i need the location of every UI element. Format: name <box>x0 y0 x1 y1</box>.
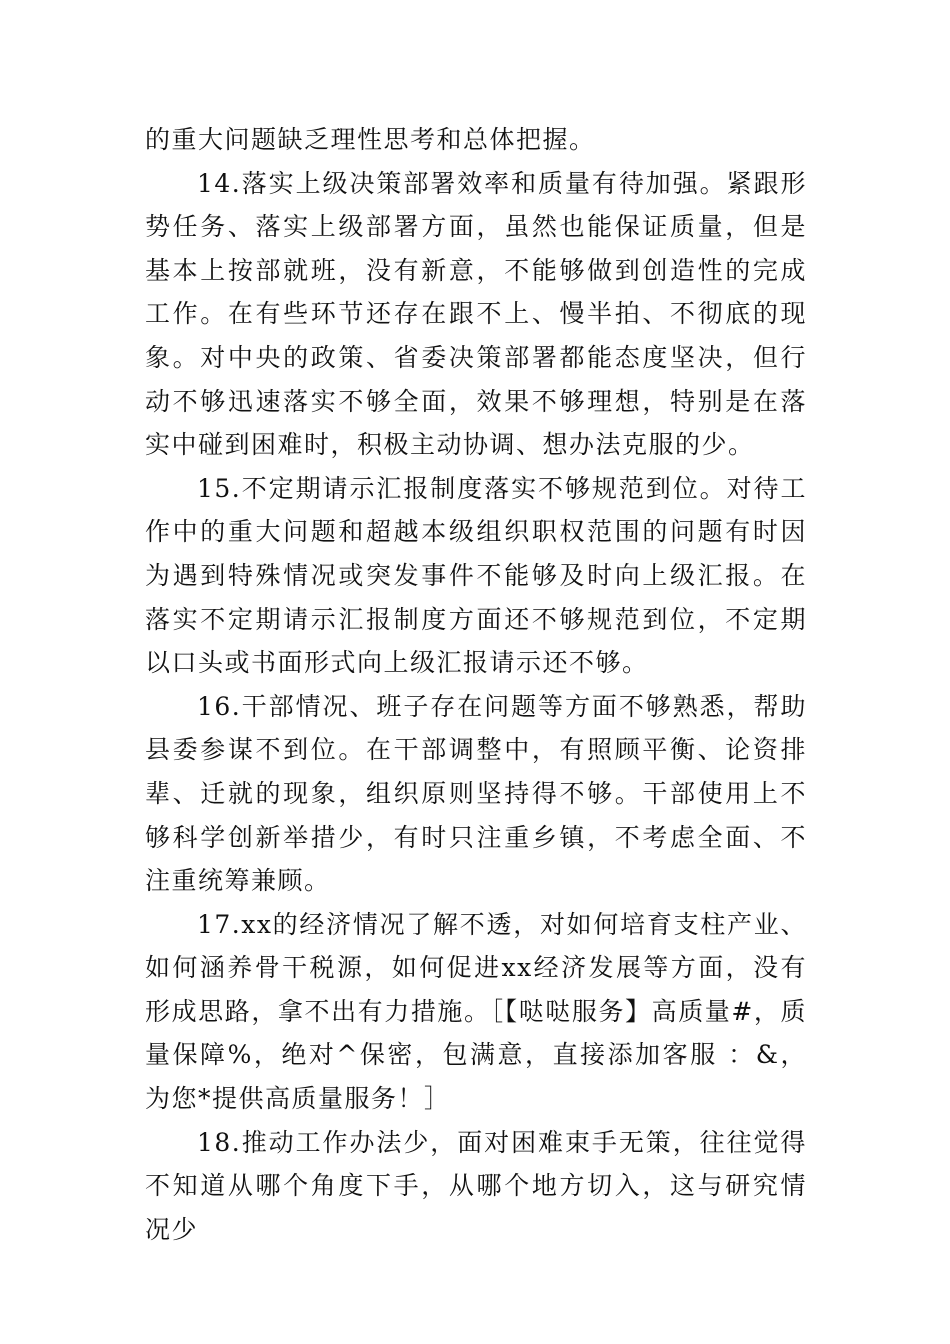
paragraph-15: 15.不定期请示汇报制度落实不够规范到位。对待工作中的重大问题和超越本级组织职权范围的问题有时因为遇到特殊情况或突发事件不能够及时向上级汇报。在落实不定期请示汇报制度方面还不够规范到位，不定期以口头或书面形式向上级汇报请示还不够。 <box>145 473 807 678</box>
document-body <box>145 118 807 1251</box>
paragraph-17: 17.xx的经济情况了解不透，对如何培育支柱产业、如何涵养骨干税源，如何促进xx经济发展等方面，没有形成思路，拿不出有力措施。［【哒哒服务】高质量#，质量保障%，绝对^保密，包满意，直接添加客服 ：&，为您*提供高质量服务！］ <box>145 909 807 1114</box>
paragraph-14: 14.落实上级决策部署效率和质量有待加强。紧跟形势任务、落实上级部署方面，虽然也能保证质量，但是基本上按部就班，没有新意，不能够做到创造性的完成工作。在有些环节还存在跟不上、慢半拍、不彻底的现象。对中央的政策、省委决策部署都能态度坚决，但行动不够迅速落实不够全面，效果不够理想，特别是在落实中碰到困难时，积极主动协调、想办法克服的少。 <box>145 168 807 460</box>
paragraph-13-continuation: 的重大问题缺乏理性思考和总体把握。 <box>145 125 596 154</box>
paragraph-16: 16.干部情况、班子存在问题等方面不够熟悉，帮助县委参谋不到位。在干部调整中，有照顾平衡、论资排辈、迁就的现象，组织原则坚持得不够。干部使用上不够科学创新举措少，有时只注重乡镇，不考虑全面、不注重统筹兼顾。 <box>145 691 807 896</box>
paragraph-18: 18.推动工作办法少，面对困难束手无策，往往觉得不知道从哪个角度下手，从哪个地方切入，这与研究情况少 <box>145 1127 807 1244</box>
